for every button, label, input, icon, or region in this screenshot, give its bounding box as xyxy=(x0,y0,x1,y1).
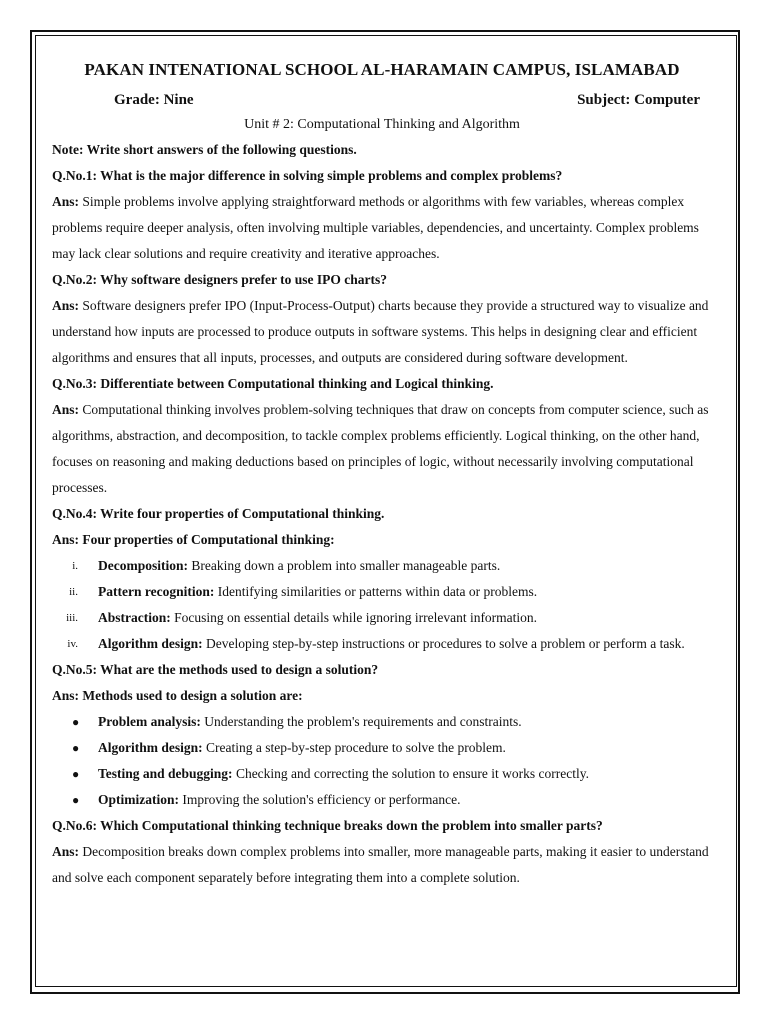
worksheet-content xyxy=(52,56,712,891)
answer-label: Ans: xyxy=(52,194,80,209)
answer-3 xyxy=(52,397,712,501)
method-text: Understanding the problem's requirements and constraints. xyxy=(204,714,522,729)
property-term: Decomposition: xyxy=(98,558,188,573)
question-1: Q.No.1: What is the major difference in solving simple problems and complex problems? xyxy=(52,168,563,183)
list-item xyxy=(52,761,712,787)
grade-subject-row xyxy=(52,92,712,109)
method-text: Checking and correcting the solution to ensure it works correctly. xyxy=(235,766,589,781)
list-item xyxy=(52,631,712,657)
method-text: Improving the solution's efficiency or performance. xyxy=(182,792,461,807)
method-term: Optimization: xyxy=(98,792,179,807)
method-term: Algorithm design: xyxy=(98,740,203,755)
question-2: Q.No.2: Why software designers prefer to use IPO charts? xyxy=(52,272,387,287)
note-line: Note: Write short answers of the following questions. xyxy=(52,142,357,157)
list-item xyxy=(52,787,712,813)
property-text: Identifying similarities or patterns within data or problems. xyxy=(217,584,538,599)
bullet-icon: ● xyxy=(72,793,80,807)
list-item xyxy=(52,579,712,605)
list-marker: iii. xyxy=(66,612,78,624)
method-term: Testing and debugging: xyxy=(98,766,233,781)
grade-label: Grade: Nine xyxy=(114,92,194,108)
list-item xyxy=(52,553,712,579)
answer-6-text: Decomposition breaks down complex problems into smaller, more manageable parts, making it easier to understand and solve each component separately before integrating them into a complete solution. xyxy=(52,844,709,885)
answer-1-text: Simple problems involve applying straightforward methods or algorithms with few variables, whereas complex problems require deeper analysis, often involving multiple variables, dependencies, and uncertainty. Complex problems may lack clear solutions and require creativity and iterative approaches. xyxy=(52,194,699,261)
question-6: Q.No.6: Which Computational thinking technique breaks down the problem into smaller parts? xyxy=(52,818,603,833)
bullet-icon: ● xyxy=(72,767,80,781)
method-text: Creating a step-by-step procedure to solve the problem. xyxy=(206,740,506,755)
answer-1 xyxy=(52,189,712,267)
question-5: Q.No.5: What are the methods used to design a solution? xyxy=(52,662,379,677)
answer-3-text: Computational thinking involves problem-solving techniques that draw on concepts from computer science, such as algorithms, abstraction, and decomposition, to tackle complex problems efficiently. Logical thinking, on the other hand, focuses on reasoning and making deductions based on principles of logic, without necessarily involving computational processes. xyxy=(52,402,709,495)
property-term: Pattern recognition: xyxy=(98,584,215,599)
method-term: Problem analysis: xyxy=(98,714,201,729)
answer-6 xyxy=(52,839,712,891)
answer-4-heading: Ans: Four properties of Computational thinking: xyxy=(52,532,335,547)
list-marker: ii. xyxy=(69,586,78,598)
property-term: Algorithm design: xyxy=(98,636,203,651)
properties-list xyxy=(52,553,712,657)
unit-title: Unit # 2: Computational Thinking and Algorithm xyxy=(244,117,520,132)
list-marker: i. xyxy=(72,560,78,572)
bullet-icon: ● xyxy=(72,741,80,755)
property-text: Developing step-by-step instructions or procedures to solve a problem or perform a task. xyxy=(206,636,685,651)
list-marker: iv. xyxy=(67,638,78,650)
answer-label: Ans: xyxy=(52,844,80,859)
answer-2-text: Software designers prefer IPO (Input-Process-Output) charts because they provide a structured way to visualize and understand how inputs are processed to produce outputs in software systems. This helps in designing clear and efficient algorithms and ensures that all inputs, processes, and outputs are considered during software development. xyxy=(52,298,709,365)
property-text: Breaking down a problem into smaller manageable parts. xyxy=(191,558,501,573)
subject-label: Subject: Computer xyxy=(577,92,700,108)
list-item xyxy=(52,605,712,631)
property-term: Abstraction: xyxy=(98,610,171,625)
question-4: Q.No.4: Write four properties of Computational thinking. xyxy=(52,506,385,521)
list-item xyxy=(52,709,712,735)
answer-label: Ans: xyxy=(52,298,80,313)
question-3: Q.No.3: Differentiate between Computational thinking and Logical thinking. xyxy=(52,376,494,391)
school-title: PAKAN INTENATIONAL SCHOOL AL-HARAMAIN CAMPUS, ISLAMABAD xyxy=(84,60,680,79)
property-text: Focusing on essential details while ignoring irrelevant information. xyxy=(174,610,538,625)
answer-5-heading: Ans: Methods used to design a solution are: xyxy=(52,688,303,703)
methods-list xyxy=(52,709,712,813)
list-item xyxy=(52,735,712,761)
bullet-icon: ● xyxy=(72,715,80,729)
answer-2 xyxy=(52,293,712,371)
answer-label: Ans: xyxy=(52,402,80,417)
